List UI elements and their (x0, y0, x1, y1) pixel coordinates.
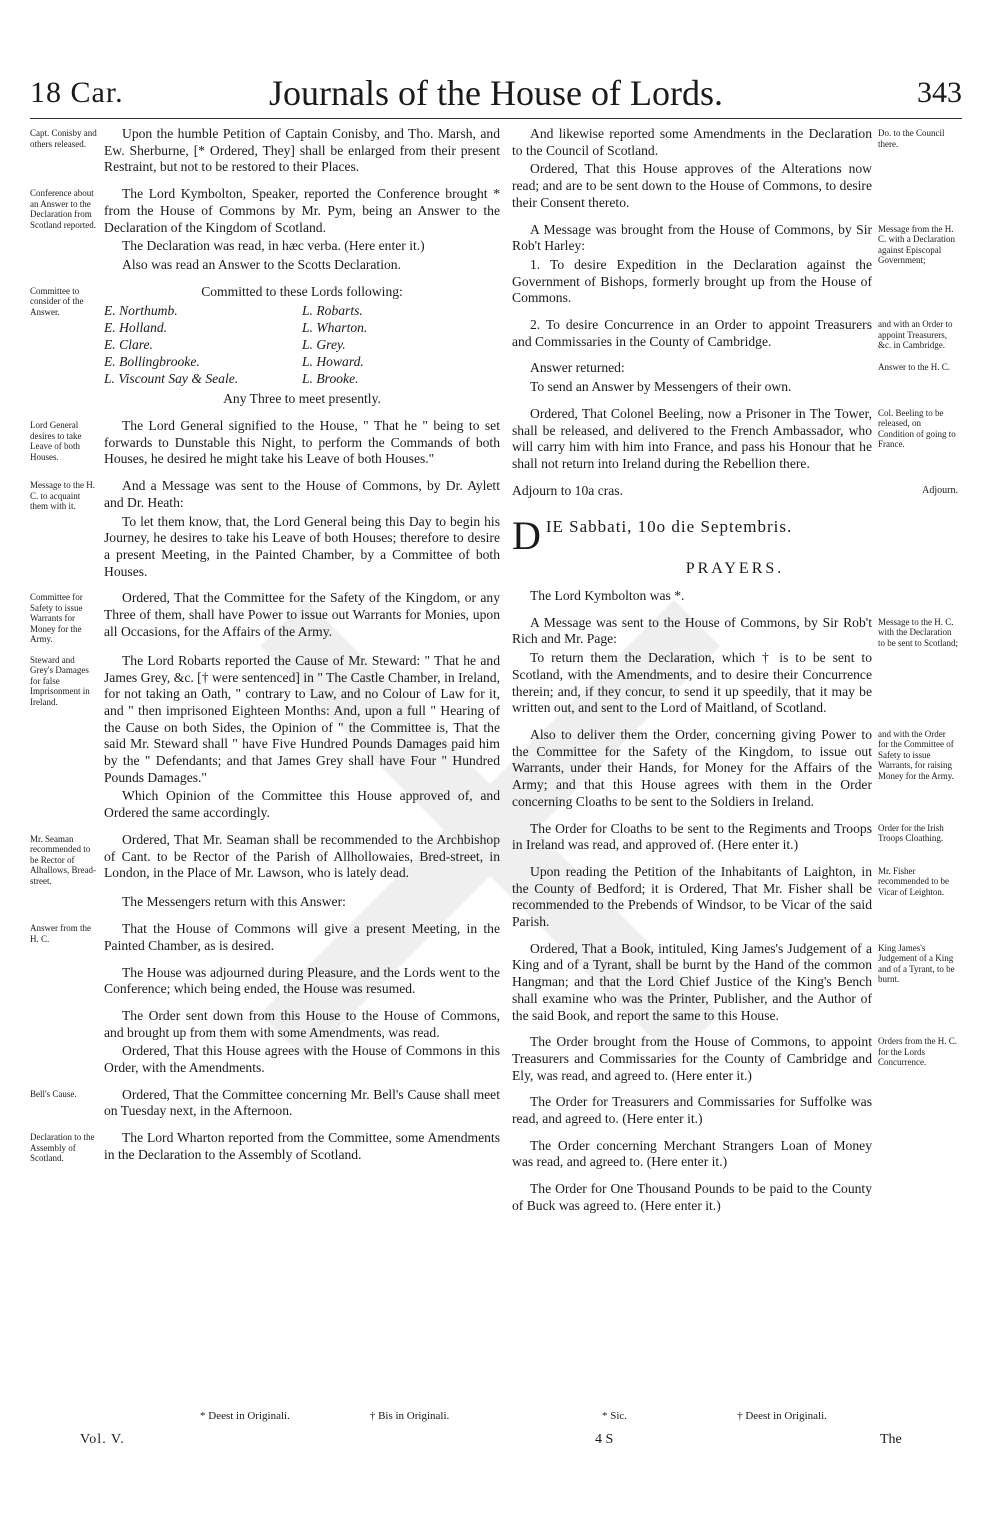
journal-entry (512, 406, 958, 475)
entry-paragraph: The Messengers return with this Answer: (122, 894, 346, 910)
entry-paragraph: The Order concerning Merchant Strangers Loan of Money was read, and agreed to. (Here enter it.) (512, 1137, 872, 1170)
footnote: * Deest in Originali. (200, 1410, 290, 1422)
committee-lord: E. Holland. (104, 320, 168, 336)
margin-note (30, 894, 104, 913)
footnotes-right (512, 1410, 958, 1422)
journal-entry (30, 832, 500, 887)
entry-paragraph: Answer returned: (530, 360, 625, 376)
margin-note: Capt. Conisby and others released. (30, 128, 97, 149)
entry-paragraph: The House was adjourned during Pleasure, and the Lords went to the Conference; which being ended, the House was resumed. (104, 964, 500, 997)
journal-title: Journals of the House of Lords. (269, 73, 723, 113)
journal-entry (512, 1138, 958, 1173)
committee-intro: Committed to these Lords following: (201, 283, 403, 299)
journal-entry (30, 653, 500, 824)
margin-note: Do. to the Council there. (878, 128, 945, 149)
prayers-heading: PRAYERS. (685, 560, 785, 578)
journal-entry (512, 1094, 958, 1129)
entry-paragraph: The Order for One Thousand Pounds to be paid to the County of Buck was agreed to. (Here enter it.) (512, 1181, 872, 1213)
margin-note (872, 588, 958, 607)
journal-entry (512, 317, 958, 352)
right-column (512, 126, 958, 1225)
page-number: 343 (917, 76, 962, 109)
entry-paragraph: To return them the Declaration, which † is to be sent to Scotland, with the Amendments, and to desire their Concurrence therein; and, if they concur, to send it up speedily, that it may be written out, and sent to the Lord of Maitland, of Scotland. (512, 650, 872, 716)
journal-entry (512, 126, 958, 214)
entry-paragraph: Which Opinion of the Committee this House approved of, and Ordered the same accordingly. (104, 788, 500, 821)
committee-entry (30, 284, 500, 410)
journal-entry (30, 1130, 500, 1165)
entry-paragraph: The Order for Cloaths to be sent to the Regiments and Troops in Ireland was read, and approved of. (Here enter it.) (512, 820, 872, 853)
entry-paragraph: That the House of Commons will give a present Meeting, in the Painted Chamber, as is desired. (104, 921, 500, 953)
journal-entry (30, 921, 500, 956)
entry-paragraph: The Lord General signified to the House, " That he " being to set forwards to Dunstable this Night, to perform the Commands of both Houses, he desired he might take his Leave of both Houses." (104, 418, 500, 467)
catchword: The (880, 1432, 902, 1447)
journal-entry (30, 186, 500, 276)
margin-note: Steward and Grey's Damages for false Imprisonment in Ireland. (30, 654, 90, 707)
margin-note: Conference about an Answer to the Declaration from Scotland reported. (30, 188, 96, 230)
entry-paragraph: Ordered, That a Book, intituled, King James's Judgement of a King and of a Tyrant, shall be burnt by the Hand of the common Hangman; and that the Lord Chief Justice of the King's Bench shall examine who was the Printer, Publisher, and the Author of the said Book, and report the same to this House. (512, 940, 872, 1023)
entry-paragraph: The Lord Robarts reported the Cause of Mr. Steward: " That he and James Grey, &c. [† were sentenced] in " The Castle Chamber, in Ireland, for not taking an Oath, " contrary to Law, and no Colour of Law for it, and " then imprisoned Eighteen Months: And, upon a full " Hearing of the Cause on both Sides, the Opinion of " the Committee is, That the said Mr. Steward shall " have Five Hundred Pounds Damages paid him by the " Defendants; and that James Grey shall have Four " Hundred Pounds Damages." (104, 652, 500, 785)
journal-entry (512, 360, 958, 397)
journal-entry (30, 894, 500, 913)
entry-paragraph: The Order sent down from this House to the House of Commons, and brought up from them with some Amendments, was read. (104, 1007, 500, 1040)
margin-note: and with an Order to appoint Treasurers, &c. in Cambridge. (878, 319, 953, 351)
journal-entry (512, 941, 958, 1027)
margin-note: Order for the Irish Troops Cloathing. (878, 822, 944, 843)
margin-note: Answer from the H. C. (30, 923, 91, 944)
margin-note: Mr. Fisher recommended to be Vicar of Leighton. (878, 865, 949, 897)
journal-entry (512, 864, 958, 933)
entry-paragraph: The Lord Kymbolton, Speaker, reported the Conference brought * from the House of Commons by Mr. Pym, being an Answer to the Declaration of the Kingdom of Scotland. (104, 186, 500, 235)
journal-entry (30, 965, 500, 1000)
margin-note: Col. Beeling to be released, on Condition of going to France. (878, 407, 956, 450)
margin-note (872, 1181, 958, 1216)
journal-entry (30, 1008, 500, 1079)
adjourn-text: Adjourn to 10a cras. (512, 482, 623, 498)
entry-paragraph: Also to deliver them the Order, concerning giving Power to the Committee for the Safety of the Kingdom, to issue out Warrants, under their Hands, for Money for the Affairs of the Army; and that this House agrees with them in the Order concerning Cloaths to be sent to the Soldiers in Ireland. (512, 726, 872, 809)
entry-paragraph: The Order for Treasurers and Commissaries for Suffolke was read, and agreed to. (Here enter it.) (512, 1094, 872, 1127)
journal-entry (30, 418, 500, 470)
journal-entry (30, 590, 500, 645)
entry-paragraph: Also was read an Answer to the Scotts Declaration. (122, 256, 401, 272)
margin-note: King James's Judgement of a King and of a Tyrant, to be burnt. (878, 942, 955, 985)
page-header (30, 72, 962, 116)
entry-paragraph: Ordered, That this House agrees with the House of Commons in this Order, with the Amendments. (104, 1043, 500, 1076)
footnotes-left (30, 1410, 500, 1422)
entry-paragraph: To send an Answer by Messengers of their own. (530, 379, 792, 395)
margin-note (872, 1094, 958, 1129)
volume-label: Vol. V. (80, 1432, 125, 1447)
header-rule (30, 118, 962, 119)
committee-lords (104, 302, 500, 387)
entry-paragraph: A Message was sent to the House of Commons, by Sir Rob't Rich and Mr. Page: (512, 614, 872, 647)
journal-entry (512, 222, 958, 310)
journal-entry (30, 1087, 500, 1122)
committee-lord: E. Clare. (104, 337, 153, 353)
entry-paragraph: The Order brought from the House of Commons, to appoint Treasurers and Commissaries for the County of Cambridge and Ely, was read, and agreed to. (Here enter it.) (512, 1034, 872, 1083)
footnote: † Deest in Originali. (737, 1410, 827, 1422)
committee-lord: L. Howard. (302, 354, 364, 370)
margin-note: Answer to the H. C. (878, 362, 950, 373)
journal-entry (512, 1181, 958, 1216)
margin-note: Mr. Seaman recommended to be Rector of Alhallows, Bread-street. (30, 833, 96, 886)
entry-paragraph: The Lord Kymbolton was *. (530, 588, 685, 604)
committee-lord: L. Wharton. (302, 320, 368, 336)
footnote: * Sic. (602, 1410, 628, 1422)
committee-lord: L. Viscount Say & Seale. (104, 371, 239, 387)
entry-paragraph: Ordered, That this House approves of the Alterations now read; and are to be sent down to the House of Commons, to desire their Consent thereto. (512, 161, 872, 210)
journal-entry (512, 615, 958, 719)
journal-entry (30, 478, 500, 582)
committee-lord: L. Brooke. (302, 371, 359, 387)
entry-paragraph: Ordered, That the Committee concerning Mr. Bell's Cause shall meet on Tuesday next, in the Afternoon. (104, 1086, 500, 1119)
entry-paragraph: 2. To desire Concurrence in an Order to appoint Treasurers and Commissaries in the County of Cambridge. (512, 317, 872, 349)
margin-note: Orders from the H. C. for the Lords Concurrence. (878, 1036, 957, 1068)
entry-paragraph: The Declaration was read, in hæc verba. (Here enter it.) (122, 238, 425, 254)
journal-entry (30, 126, 500, 178)
journal-entry (512, 727, 958, 813)
left-column (30, 126, 500, 1174)
drop-initial: D (512, 513, 542, 559)
entry-paragraph: Ordered, That the Committee for the Safety of the Kingdom, or any Three of them, shall have Power to issue out Warrants for Monies, upon all Occasions, for the Affairs of the Army. (104, 590, 500, 639)
signature-mark: 4 S (595, 1432, 614, 1447)
entry-paragraph: To let them know, that, the Lord General being this Day to begin his Journey, he desires to take his Leave of both Houses; therefore to desire a present Meeting, in the Painted Chamber, by a Committee of both Houses. (104, 513, 500, 579)
committee-quorum: Any Three to meet presently. (223, 391, 381, 407)
day-heading (512, 513, 958, 559)
adjourn-note: Adjourn. (922, 484, 958, 496)
entry-paragraph: Ordered, That Colonel Beeling, now a Prisoner in The Tower, shall be released, and delivered to the French Ambassador, who will carry him with him into France, and pass his Honour that he shall not return into Ireland during the Rebellion there. (512, 405, 872, 471)
adjourn-line (512, 483, 958, 500)
margin-note: Message from the H. C. with a Declaration against Episcopal Government; (878, 223, 955, 266)
entry-paragraph: 1. To desire Expedition in the Declaration against the Government of Bishops, formerly brought up from the House of Commons. (512, 256, 872, 306)
entry-paragraph: Upon the humble Petition of Captain Conisby, and Tho. Marsh, and Ew. Sherburne, [* Ordered, They] shall be enlarged from their present Restraint, but not to be restored to their Places. (104, 126, 500, 175)
committee-lord: L. Robarts. (302, 303, 363, 319)
journal-entry (512, 1034, 958, 1086)
committee-lord: E. Northumb. (104, 303, 178, 319)
margin-note (30, 965, 104, 1000)
margin-note: and with the Order for the Committee of Safety to issue Warrants, for raising Money for the Army. (878, 728, 954, 781)
margin-note: Committee for Safety to issue Warrants for Money for the Army. (30, 592, 83, 645)
margin-note: Declaration to the Assembly of Scotland. (30, 1132, 95, 1164)
entry-paragraph: And likewise reported some Amendments in the Declaration to the Council of Scotland. (512, 126, 872, 158)
margin-note: Bell's Cause. (30, 1088, 77, 1099)
committee-lord: E. Bollingbrooke. (104, 354, 200, 370)
entry-paragraph: And a Message was sent to the House of Commons, by Dr. Aylett and Dr. Heath: (104, 478, 500, 510)
committee-lord: L. Grey. (302, 337, 346, 353)
journal-entry (512, 588, 958, 607)
margin-note (30, 1008, 104, 1079)
entry-paragraph: Ordered, That Mr. Seaman shall be recommended to the Archbishop of Cant. to be Rector of the Parish of Allhollowaies, Bred-street, in London, in the Place of Mr. Lawson, who is lately dead. (104, 831, 500, 881)
margin-note: Committee to consider of the Answer. (30, 285, 84, 317)
margin-note: Message to the H. C. to acquaint them with it. (30, 480, 95, 512)
regnal-year: 18 Car. (30, 76, 124, 109)
margin-note (872, 1138, 958, 1173)
entry-paragraph: The Lord Wharton reported from the Committee, some Amendments in the Declaration to the Assembly of Scotland. (104, 1130, 500, 1162)
journal-entry (512, 821, 958, 856)
footnote: † Bis in Originali. (369, 1410, 450, 1422)
entry-paragraph: Upon reading the Petition of the Inhabitants of Laighton, in the County of Bedford; it is Ordered, That Mr. Fisher shall be recommended to the Prebends of Windsor, to be Vicar of the said Parish. (512, 863, 872, 930)
margin-note: Lord General desires to take Leave of both Houses. (30, 420, 82, 462)
day-date: IE Sabbati, 10o die Septembris. (545, 517, 793, 537)
entry-paragraph: A Message was brought from the House of Commons, by Sir Rob't Harley: (512, 221, 872, 254)
margin-note: Message to the H. C. with the Declaration to be sent to Scotland; (878, 616, 958, 648)
